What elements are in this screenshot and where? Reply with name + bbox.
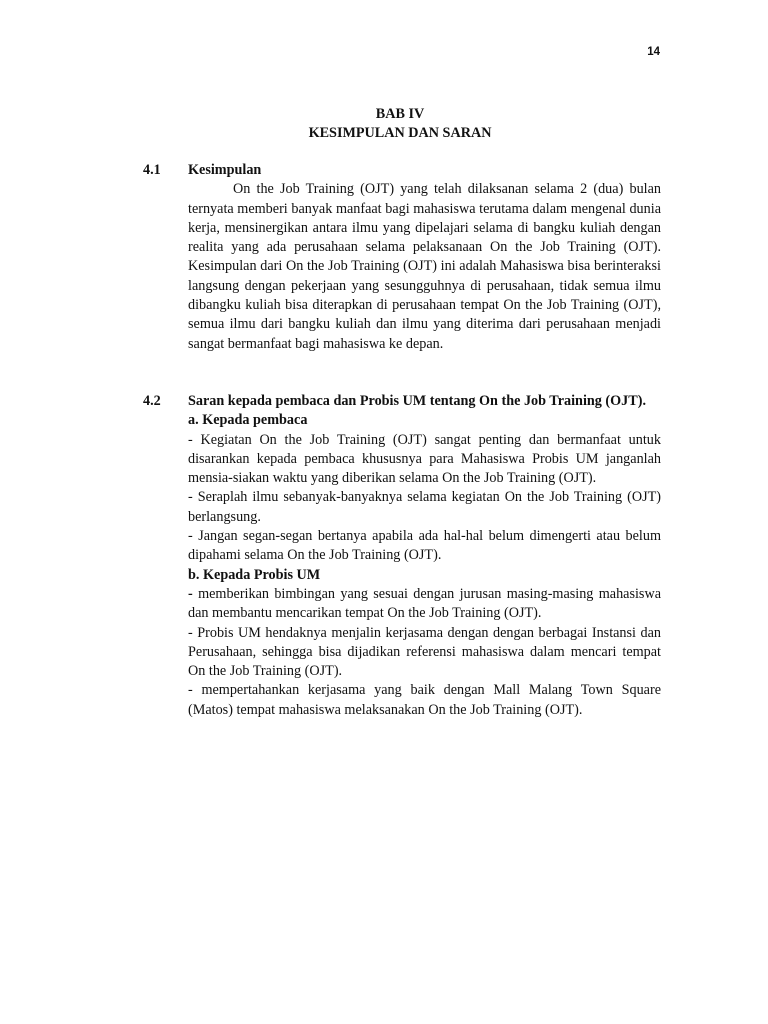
list-item: - Probis UM hendaknya menjalin kerjasama dengan dengan berbagai Instansi dan Perusahaan, sehingga bisa dijadikan referensi mahasiswa dalam mencari tempat On the Job Training (OJT). [188,624,661,680]
list-item [188,585,661,624]
section-number: 4.1 [143,162,161,178]
list-item-text: memberikan bimbingan yang sesuai dengan jurusan masing-masing mahasiswa dan membantu mencarikan tempat On the Job Training (OJT). [188,585,661,622]
section-body [188,392,661,720]
section-heading: Kesimpulan [188,162,262,178]
section-number: 4.2 [143,393,161,409]
conclusion-paragraph: On the Job Training (OJT) yang telah dilaksanan selama 2 (dua) bulan ternyata memberi banyak manfaat bagi mahasiswa terutama dalam mengenal dunia kerja, mensinergikan antara ilmu yang dipelajari selama di bangku kuliah dengan realita yang ada perusahaan selama pelaksanaan On the Job Training (OJT). Kesimpulan dari On the Job Training (OJT) ini adalah Mahasiswa bisa berinteraksi langsung dengan pekerjaan yang sesungguhnya di perusahaan, tidak semua ilmu dibangku kuliah bisa diterapkan di perusahaan tempat On the Job Training (OJT), semua ilmu dari bangku kuliah dan ilmu yang diterima dari perusahaan menjadi sangat bermanfaat bagi mahasiswa ke depan. [188,181,661,352]
page-number: 14 [647,46,660,58]
section-kesimpulan [143,161,661,354]
list-item: - Jangan segan-segan bertanya apabila ada hal-hal belum dimengerti atau belum dipahami selama On the Job Training (OJT). [188,528,661,564]
list-item: - mempertahankan kerjasama yang baik dengan Mall Malang Town Square (Matos) tempat mahasiswa melaksanakan On the Job Training (OJT). [188,682,661,718]
chapter-heading [188,105,612,144]
section-body [188,161,661,354]
chapter-title: KESIMPULAN DAN SARAN [308,125,492,142]
list-item: - Kegiatan On the Job Training (OJT) sangat penting dan bermanfaat untuk disarankan kepada pembaca khususnya para Mahasiswa Probis UM janganlah mensia-siakan waktu yang diberikan selama On the Job Training (OJT). [188,431,661,487]
subsection-title: a. Kepada pembaca [188,412,308,429]
section-heading: Saran kepada pembaca dan Probis UM tentang On the Job Training (OJT). [188,393,647,409]
bullet-dash: - [188,585,193,602]
list-item: - Seraplah ilmu sebanyak-banyaknya selama kegiatan On the Job Training (OJT) berlangsung. [188,489,661,525]
section-saran [143,392,661,720]
chapter-number: BAB IV [375,106,425,122]
subsection-title: b. Kepada Probis UM [188,566,321,583]
